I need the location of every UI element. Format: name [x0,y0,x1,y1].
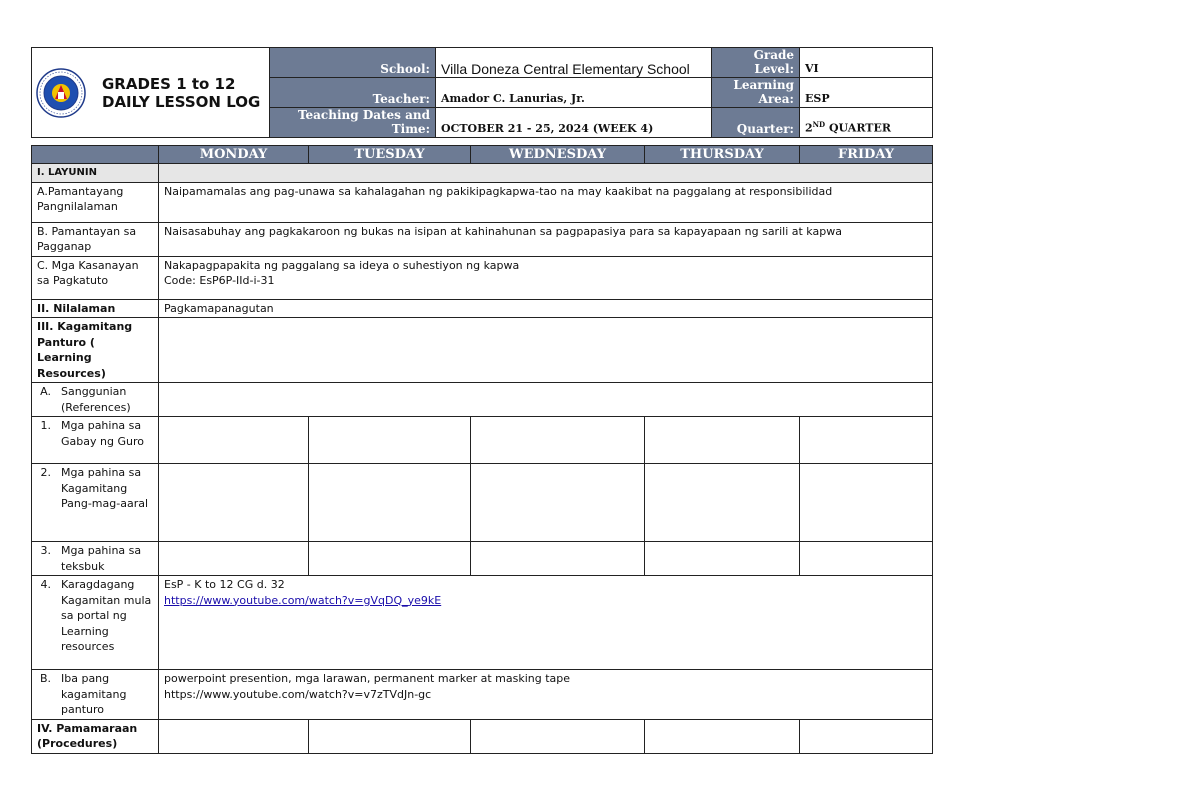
kagamitan-empty-cell [159,318,933,383]
logo-title-cell [32,48,270,138]
iba-label: Iba pang kagamitang panturo [61,672,127,716]
pamamaraan-label: IV. Pamamaraan (Procedures) [32,719,159,753]
gabay-number: 1. [40,419,51,432]
kagamitan-mag-label: Mga pahina sa Kagamitang Pang-mag-aaral [61,466,149,510]
gabay-wednesday-cell[interactable] [471,417,645,464]
karagdagan-cell [32,576,159,670]
grade-level-value: VI [800,48,933,78]
document-title: GRADES 1 to 12 DAILY LESSON LOG [102,74,261,111]
sanggunian-empty-cell [159,383,933,417]
kagamitan-mag-number: 2. [40,466,51,479]
gabay-tuesday-cell[interactable] [309,417,471,464]
iba-value [159,670,933,720]
kagamitan-mag-friday-cell[interactable] [800,464,933,542]
quarter-number: 2 [805,122,813,135]
teksbuk-monday-cell[interactable] [159,542,309,576]
kasanayan-value [159,256,933,299]
iba-cell [32,670,159,720]
quarter-label: Quarter: [712,108,800,138]
teksbuk-tuesday-cell[interactable] [309,542,471,576]
day-header-thursday: THURSDAY [645,146,800,164]
teksbuk-label: Mga pahina sa teksbuk [61,544,142,573]
pagganap-value: Naisasabuhay ang pagkakaroon ng bukas na isipan at kahinahunan sa pagpapasiya para sa kapayapaan ng sarili at kapwa [159,222,933,256]
nilalaman-label: II. Nilalaman [32,299,159,318]
pamamaraan-thursday-cell[interactable] [645,719,800,753]
day-header-tuesday: TUESDAY [309,146,471,164]
kagamitan-mag-monday-cell[interactable] [159,464,309,542]
pagganap-label: B. Pamantayan sa Pagganap [32,222,159,256]
teksbuk-cell [32,542,159,576]
iba-number: B. [39,672,51,685]
learning-area-value: ESP [800,78,933,108]
iba-materials: powerpoint presention, mga larawan, permanent marker at masking tape [164,672,571,685]
teksbuk-number: 3. [40,544,51,557]
teacher-label: Teacher: [270,78,436,108]
teksbuk-friday-cell[interactable] [800,542,933,576]
gabay-friday-cell[interactable] [800,417,933,464]
sanggunian-cell [32,383,159,417]
grade-level-label: Grade Level: [712,48,800,78]
teksbuk-wednesday-cell[interactable] [471,542,645,576]
kagamitan-label: III. Kagamitang Panturo ( Learning Resources) [32,318,159,383]
deped-seal-icon [36,68,86,118]
kasanayan-label: C. Mga Kasanayan sa Pagkatuto [32,256,159,299]
gabay-thursday-cell[interactable] [645,417,800,464]
quarter-word: QUARTER [828,122,891,135]
karagdagan-youtube-link[interactable]: https://www.youtube.com/watch?v=gVqDQ_ye9kE [164,593,442,607]
day-header-friday: FRIDAY [800,146,933,164]
day-header-monday: MONDAY [159,146,309,164]
sanggunian-number: A. [40,385,51,398]
layunin-heading: I. LAYUNIN [32,164,159,183]
school-value: Villa Doneza Central Elementary School [436,48,712,78]
blank-header-cell [32,146,159,164]
pamamaraan-friday-cell[interactable] [800,719,933,753]
pamamaraan-wednesday-cell[interactable] [471,719,645,753]
gabay-cell [32,417,159,464]
karagdagan-number: 4. [40,578,51,591]
kagamitan-mag-wednesday-cell[interactable] [471,464,645,542]
teaching-dates-label: Teaching Dates and Time: [270,108,436,138]
kasanayan-text: Nakapagpapakita ng paggalang sa ideya o suhestiyon ng kapwa [164,258,520,272]
school-label: School: [270,48,436,78]
iba-youtube-url: https://www.youtube.com/watch?v=v7zTVdJn-gc [164,687,432,701]
gabay-monday-cell[interactable] [159,417,309,464]
lesson-log-table [31,145,933,754]
kagamitan-mag-thursday-cell[interactable] [645,464,800,542]
pamamaraan-tuesday-cell[interactable] [309,719,471,753]
day-header-wednesday: WEDNESDAY [471,146,645,164]
pamantayang-label: A.Pamantayang Pangnilalaman [32,182,159,222]
teacher-value: Amador C. Lanurias, Jr. [436,78,712,108]
kagamitan-mag-tuesday-cell[interactable] [309,464,471,542]
pamantayang-value: Naipamamalas ang pag-unawa sa kahalagahan ng pakikipagkapwa-tao na may kaakibat na paggalang at responsibilidad [159,182,933,222]
header-table [31,47,933,138]
karagdagan-value [159,576,933,670]
kagamitan-mag-cell [32,464,159,542]
teksbuk-thursday-cell[interactable] [645,542,800,576]
karagdagan-label: Karagdagang Kagamitan mula sa portal ng Learning resources [61,578,152,653]
quarter-ordinal: ND [812,120,826,130]
learning-area-label: Learning Area: [712,78,800,108]
layunin-empty-cell [159,164,933,183]
karagdagan-reference: EsP - K to 12 CG d. 32 [164,578,285,591]
sanggunian-label: Sanggunian (References) [61,385,131,414]
quarter-value [800,108,933,138]
pamamaraan-monday-cell[interactable] [159,719,309,753]
gabay-label: Mga pahina sa Gabay ng Guro [61,419,144,448]
teaching-dates-value: OCTOBER 21 - 25, 2024 (WEEK 4) [436,108,712,138]
nilalaman-value: Pagkamapanagutan [159,299,933,318]
kasanayan-code: Code: EsP6P-IId-i-31 [164,274,275,287]
